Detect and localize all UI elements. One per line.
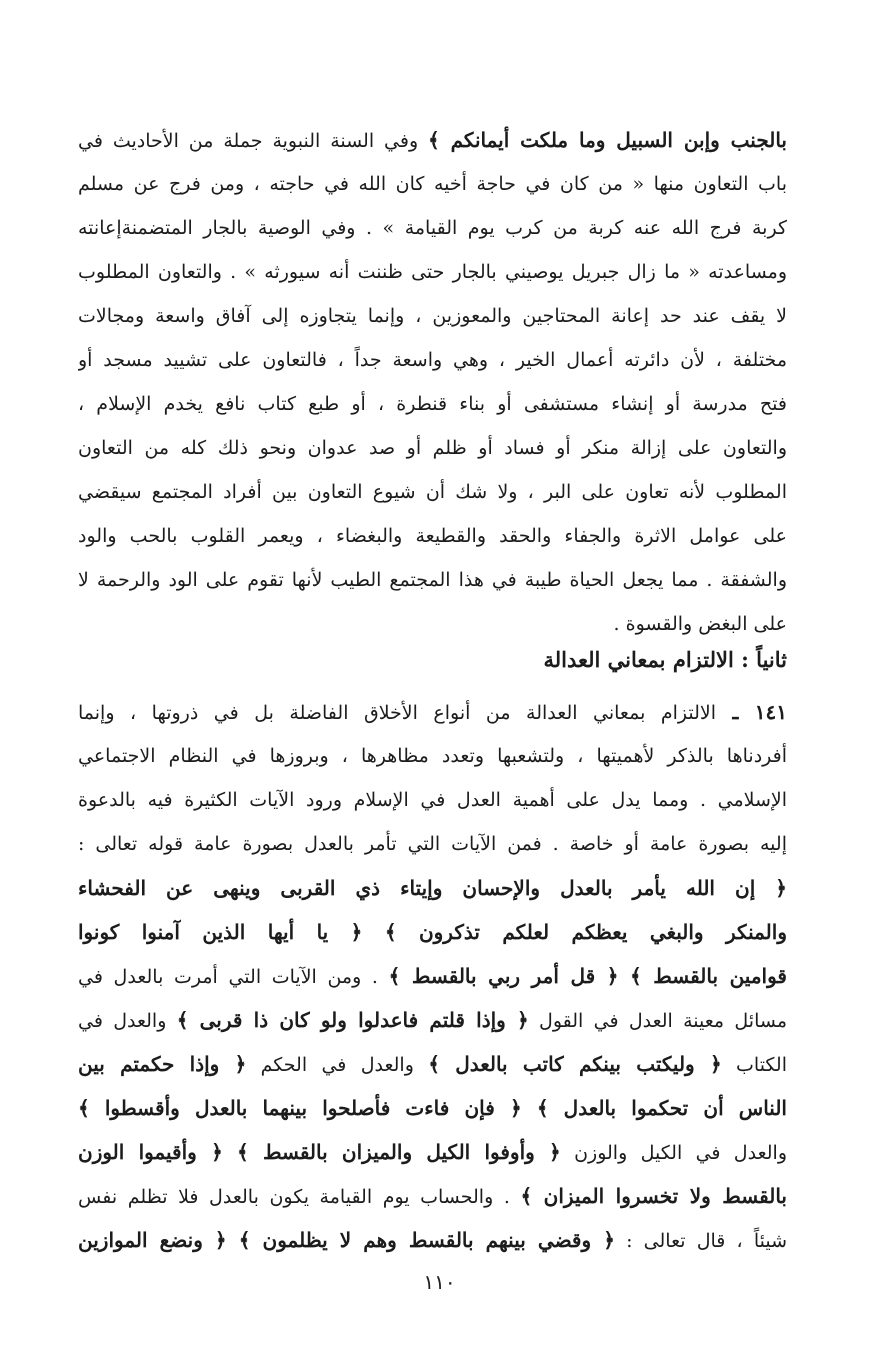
body-text: وفي السنة النبوية جملة من الأحاديث في	[78, 130, 429, 152]
paragraph-justice	[78, 690, 787, 1262]
body-text: على عوامل الاثرة والجفاء والحقد والقطيعة والبغضاء ، ويعمر القلوب بالحب والود	[78, 525, 787, 547]
paragraph-cooperation	[78, 118, 787, 646]
body-text: والتعاون على إزالة منكر أو فساد أو ظلم أو صد عدوان ونحو ذلك كله من التعاون	[78, 437, 787, 459]
text-line	[78, 734, 787, 778]
body-text: شيئاً ، قال تعالى :	[614, 1230, 787, 1252]
quran-quote: قوامين بالقسط ﴾ ﴿ قل أمر ربي بالقسط ﴾	[388, 964, 787, 988]
body-text: على البغض والقسوة .	[613, 613, 787, 635]
quran-quote: بالجنب وإبن السبيل وما ملكت أيمانكم ﴾	[428, 128, 787, 152]
page-number: ١١٠	[423, 1270, 456, 1294]
text-line	[78, 382, 787, 426]
text-line	[78, 514, 787, 558]
body-text: الالتزام بمعاني العدالة من أنواع الأخلاق الفاضلة بل في ذروتها ، وإنما	[78, 702, 717, 724]
quran-quote: ﴿ وليكتب بينكم كاتب بالعدل ﴾	[428, 1052, 722, 1076]
text-line	[78, 118, 787, 162]
section-heading: ثانياً : الالتزام بمعاني العدالة	[543, 647, 787, 672]
text-line	[78, 998, 787, 1042]
body-text: فتح مدرسة أو إنشاء مستشفى أو بناء قنطرة ، أو طبع كتاب نافع يخدم الإسلام ،	[78, 393, 787, 415]
text-line	[78, 1130, 787, 1174]
text-line	[78, 1086, 787, 1130]
body-text: والعدل في الحكم	[246, 1054, 429, 1076]
quran-quote: ﴿ وإذا قلتم فاعدلوا ولو كان ذا قربى ﴾	[176, 1008, 529, 1032]
text-line	[78, 470, 787, 514]
quran-quote: ﴿ وقضي بينهم بالقسط وهم لا يظلمون ﴾ ﴿ ونضع الموازين	[78, 1228, 615, 1252]
text-line	[78, 558, 787, 602]
body-text: الكتاب	[721, 1054, 787, 1076]
text-line	[78, 206, 787, 250]
body-text: الإسلامي . ومما يدل على أهمية العدل في الإسلام ورود الآيات الكثيرة فيه بالدعوة	[78, 789, 787, 811]
body-text: . والحساب يوم القيامة يكون بالعدل فلا تظلم نفس	[78, 1186, 521, 1208]
text-line	[78, 162, 787, 206]
text-line	[78, 338, 787, 382]
text-line	[78, 1218, 787, 1262]
quran-quote: ١٤١ ـ	[716, 700, 787, 724]
body-text: مختلفة ، لأن دائرته أعمال الخير ، وهي واسعة جداً ، فالتعاون على تشييد مسجد أو	[78, 349, 787, 371]
body-text: والعدل في	[78, 1010, 177, 1032]
body-text: . ومن الآيات التي أمرت بالعدل في	[78, 966, 389, 988]
body-text: مسائل معينة العدل في القول	[528, 1010, 787, 1032]
text-line	[78, 866, 787, 910]
quran-quote: بالقسط ولا تخسروا الميزان ﴾	[520, 1184, 787, 1208]
text-line	[78, 822, 787, 866]
body-text: لا يقف عند حد إعانة المحتاجين والمعوزين ، وإنما يتجاوزه إلى آفاق واسعة ومجالات	[78, 305, 787, 327]
text-line	[78, 778, 787, 822]
body-text: باب التعاون منها « من كان في حاجة أخيه كان الله في حاجته ، ومن فرج عن مسلم	[78, 173, 787, 195]
text-line	[78, 690, 787, 734]
quran-quote: ﴿ إن الله يأمر بالعدل والإحسان وإيتاء ذي القربى وينهى عن الفحشاء	[78, 876, 787, 900]
body-text: المطلوب لأنه تعاون على البر ، ولا شك أن شيوع التعاون بين أفراد المجتمع سيقضي	[78, 481, 787, 503]
text-line	[78, 294, 787, 338]
text-line	[78, 250, 787, 294]
text-line	[78, 954, 787, 998]
quran-quote: الناس أن تحكموا بالعدل ﴾ ﴿ فإن فاءت فأصلحوا بينهما بالعدل وأقسطوا ﴾	[78, 1096, 787, 1120]
body-text: ومساعدته « ما زال جبريل يوصيني بالجار حتى ظننت أنه سيورثه » . والتعاون المطلوب	[78, 261, 787, 283]
text-line	[78, 1042, 787, 1086]
body-text: والعدل في الكيل والوزن	[560, 1142, 787, 1164]
body-text: إليه بصورة عامة أو خاصة . فمن الآيات التي تأمر بالعدل بصورة عامة قوله تعالى :	[78, 833, 787, 855]
text-line	[78, 1174, 787, 1218]
text-line	[78, 426, 787, 470]
body-text: أفردناها بالذكر لأهميتها ، ولتشعبها وتعدد مظاهرها ، وبروزها في النظام الاجتماعي	[78, 745, 787, 767]
quran-quote: والمنكر والبغي يعظكم لعلكم تذكرون ﴾ ﴿ يا أيها الذين آمنوا كونوا	[78, 920, 787, 944]
quran-quote: ﴿ وأوفوا الكيل والميزان بالقسط ﴾ ﴿ وأقيموا الوزن	[78, 1140, 561, 1164]
quran-quote: ﴿ وإذا حكمتم بين	[78, 1052, 247, 1076]
body-text: والشفقة . مما يجعل الحياة طيبة في هذا المجتمع الطيب لأنها تقوم على الود والرحمة لا	[78, 569, 787, 591]
text-line	[78, 910, 787, 954]
body-text: كربة فرج الله عنه كربة من كرب يوم القيامة » . وفي الوصية بالجار المتضمنةإعانته	[78, 217, 787, 239]
